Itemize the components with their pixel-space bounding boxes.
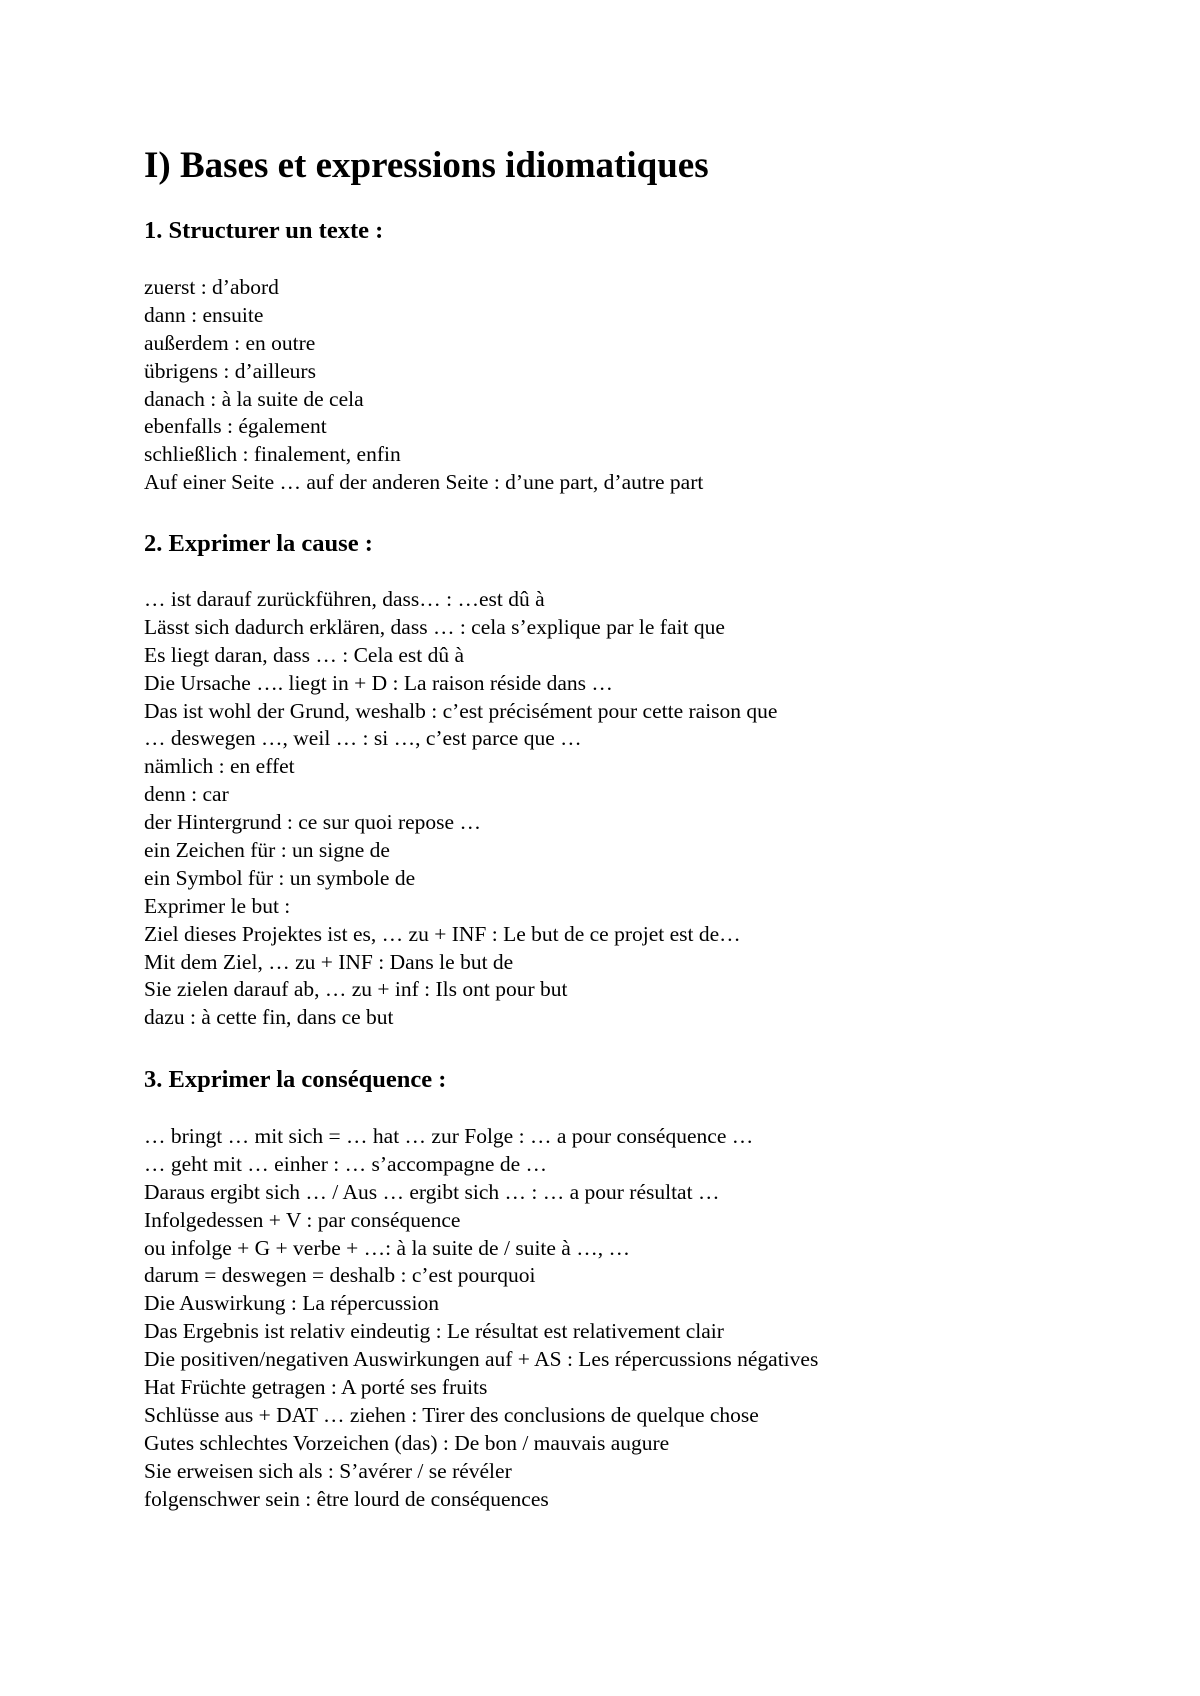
list-item: Das ist wohl der Grund, weshalb : c’est précisément pour cette raison que	[144, 698, 778, 723]
list-item: Auf einer Seite … auf der anderen Seite : d’une part, d’autre part	[144, 470, 704, 495]
list-item: ebenfalls : également	[144, 414, 327, 439]
entry-list-cause	[144, 586, 777, 1032]
section-heading-cause: 2. Exprimer la cause :	[144, 530, 373, 557]
list-item: nämlich : en effet	[144, 754, 295, 779]
list-item: Die Auswirkung : La répercussion	[144, 1291, 439, 1316]
list-item: Schlüsse aus + DAT … ziehen : Tirer des conclusions de quelque chose	[144, 1402, 759, 1427]
list-item: ein Zeichen für : un signe de	[144, 838, 390, 863]
list-item: Lässt sich dadurch erklären, dass … : cela s’explique par le fait que	[144, 614, 725, 639]
list-item: … geht mit … einher : … s’accompagne de …	[144, 1151, 548, 1176]
list-item: Gutes schlechtes Vorzeichen (das) : De bon / mauvais augure	[144, 1430, 670, 1455]
list-item: denn : car	[144, 782, 229, 807]
list-item: Das Ergebnis ist relativ eindeutig : Le résultat est relativement clair	[144, 1319, 724, 1344]
entry-list-consequence	[144, 1123, 818, 1513]
list-item: ein Symbol für : un symbole de	[144, 865, 416, 890]
list-item: Daraus ergibt sich … / Aus … ergibt sich … : … a pour résultat …	[144, 1179, 720, 1204]
list-item: Ziel dieses Projektes ist es, … zu + INF : Le but de ce projet est de…	[144, 921, 741, 946]
list-item: … deswegen …, weil … : si …, c’est parce que …	[144, 726, 582, 751]
list-item: Exprimer le but :	[144, 893, 291, 918]
list-item: Die positiven/negativen Auswirkungen auf + AS : Les répercussions négatives	[144, 1347, 819, 1372]
list-item: dazu : à cette fin, dans ce but	[144, 1005, 394, 1030]
list-item: folgenschwer sein : être lourd de conséquences	[144, 1486, 549, 1511]
list-item: danach : à la suite de cela	[144, 386, 364, 411]
list-item: Es liegt daran, dass … : Cela est dû à	[144, 642, 465, 667]
list-item: Sie zielen darauf ab, … zu + inf : Ils ont pour but	[144, 977, 568, 1002]
list-item: darum = deswegen = deshalb : c’est pourquoi	[144, 1263, 536, 1288]
list-item: Hat Früchte getragen : A porté ses fruits	[144, 1375, 488, 1400]
list-item: zuerst : d’abord	[144, 275, 279, 299]
page-title: I) Bases et expressions idiomatiques	[144, 145, 709, 186]
list-item: … ist darauf zurückführen, dass… : …est dû à	[144, 587, 545, 611]
entry-list-structure	[144, 274, 703, 497]
list-item: außerdem : en outre	[144, 330, 316, 355]
list-item: schließlich : finalement, enfin	[144, 442, 401, 467]
list-item: … bringt … mit sich = … hat … zur Folge : … a pour conséquence …	[144, 1124, 754, 1148]
list-item: Die Ursache …. liegt in + D : La raison réside dans …	[144, 670, 613, 695]
section-heading-structure: 1. Structurer un texte :	[144, 217, 384, 244]
list-item: dann : ensuite	[144, 302, 264, 327]
list-item: der Hintergrund : ce sur quoi repose …	[144, 810, 481, 835]
list-item: Mit dem Ziel, … zu + INF : Dans le but de	[144, 949, 514, 974]
section-heading-consequence: 3. Exprimer la conséquence :	[144, 1066, 447, 1093]
list-item: Sie erweisen sich als : S’avérer / se révéler	[144, 1458, 512, 1483]
list-item: Infolgedessen + V : par conséquence	[144, 1207, 461, 1232]
list-item: übrigens : d’ailleurs	[144, 358, 316, 383]
list-item: ou infolge + G + verbe + …: à la suite de / suite à …, …	[144, 1235, 630, 1260]
